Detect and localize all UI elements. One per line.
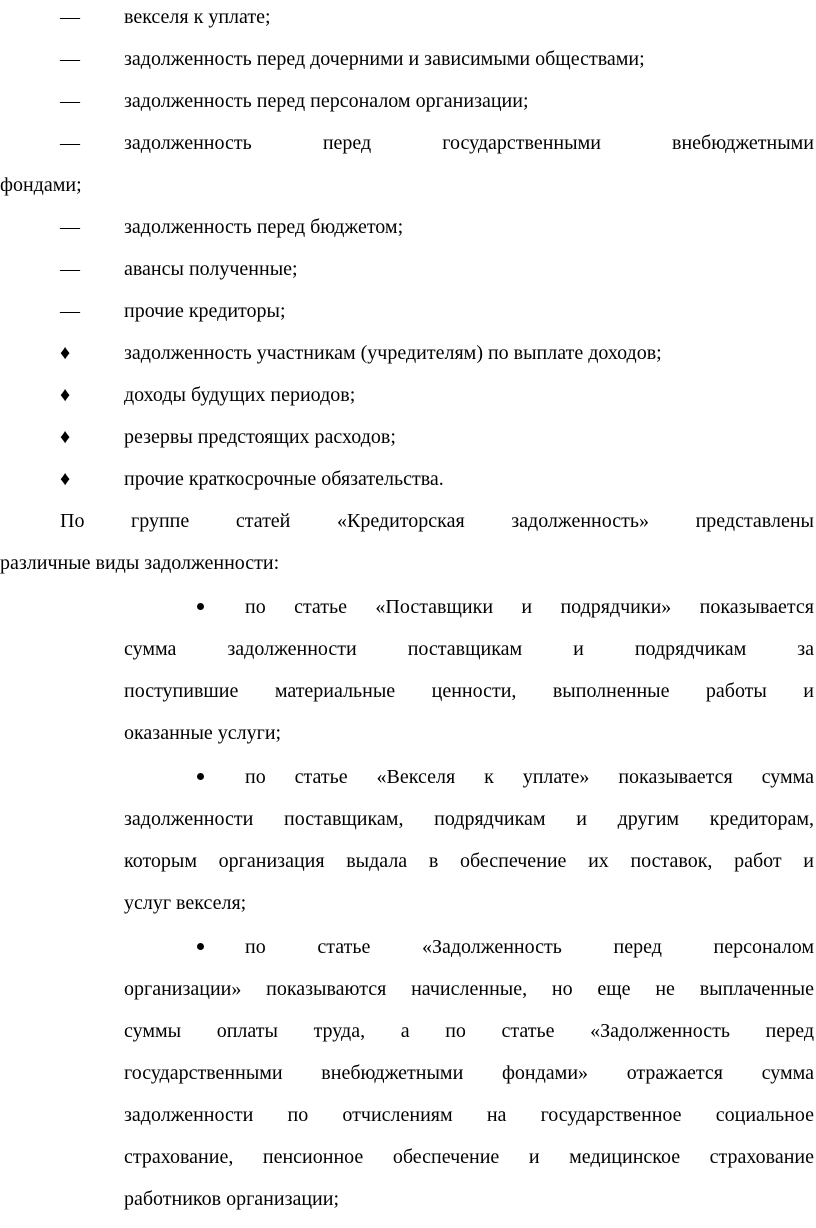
- bullet-dot-icon: [197, 773, 204, 780]
- bullet-line: суммы оплаты труда, а по статье «Задолженность перед: [124, 1020, 814, 1042]
- list-item: [0, 374, 816, 416]
- diamond-icon: ♦: [60, 468, 71, 490]
- bullet-line: организации» показываются начисленные, но еще не выплаченные: [124, 978, 814, 1000]
- bullet-line: сумма задолженности поставщикам и подрядчикам за: [124, 638, 814, 660]
- list-item: [0, 290, 816, 332]
- list-item: [0, 416, 816, 458]
- diamond-icon: ♦: [60, 342, 71, 364]
- bullet-line: задолженности поставщикам, подрядчикам и другим кредиторам,: [124, 808, 814, 830]
- dash-marker: —: [60, 216, 80, 238]
- list-item: [0, 122, 816, 164]
- bullet-line: по статье «Задолженность перед персоналом: [245, 936, 814, 958]
- list-item-text: задолженность перед бюджетом;: [124, 216, 404, 238]
- bullet-line: услуг векселя;: [124, 892, 247, 914]
- dash-marker: —: [60, 258, 80, 280]
- list-item-text: авансы полученные;: [124, 258, 298, 280]
- bullet-line: работников организации;: [124, 1188, 340, 1210]
- bullet-line: страхование, пенсионное обеспечение и медицинское страхование: [124, 1146, 814, 1168]
- dash-marker: —: [60, 300, 80, 322]
- list-item: [0, 38, 816, 80]
- list-item: [0, 332, 816, 374]
- list-item-text: доходы будущих периодов;: [124, 384, 356, 406]
- bullet-line: по статье «Векселя к уплате» показывается сумма: [245, 766, 814, 788]
- list-item-text: векселя к уплате;: [124, 6, 271, 28]
- bullet-dot-icon: [197, 943, 204, 950]
- list-item: [0, 0, 816, 38]
- list-item: [0, 206, 816, 248]
- dash-marker: —: [60, 48, 80, 70]
- bullet-dot-icon: [197, 603, 204, 610]
- bullet-line: оказанные услуги;: [124, 722, 282, 744]
- bullet-line: государственными внебюджетными фондами» отражается сумма: [124, 1062, 814, 1084]
- bullet-line: по статье «Поставщики и подрядчики» показывается: [245, 596, 814, 618]
- list-item: [0, 248, 816, 290]
- list-item-continuation: фондами;: [0, 174, 82, 196]
- list-item: [0, 80, 816, 122]
- bullet-line: задолженности по отчислениям на государственное социальное: [124, 1104, 814, 1126]
- bullet-line: которым организация выдала в обеспечение их поставок, работ и: [124, 850, 814, 872]
- paragraph-line: По группе статей «Кредиторская задолженность» представлены: [60, 510, 814, 532]
- list-item-text: резервы предстоящих расходов;: [124, 426, 396, 448]
- dash-marker: —: [60, 6, 80, 28]
- list-item-text: задолженность участникам (учредителям) по выплате доходов;: [124, 342, 662, 364]
- list-item-text: задолженность перед дочерними и зависимыми обществами;: [124, 48, 645, 70]
- list-item-text: прочие краткосрочные обязательства.: [124, 468, 444, 490]
- dash-marker: —: [60, 132, 80, 154]
- bullet-line: поступившие материальные ценности, выполненные работы и: [124, 680, 814, 702]
- list-item-text: задолженность перед государственными внебюджетными: [124, 132, 814, 154]
- list-item: [0, 458, 816, 500]
- paragraph-line: различные виды задолженности:: [0, 552, 280, 574]
- list-item-text: задолженность перед персоналом организации;: [124, 90, 529, 112]
- list-item-text: прочие кредиторы;: [124, 300, 286, 322]
- diamond-icon: ♦: [60, 426, 71, 448]
- diamond-icon: ♦: [60, 384, 71, 406]
- dash-marker: —: [60, 90, 80, 112]
